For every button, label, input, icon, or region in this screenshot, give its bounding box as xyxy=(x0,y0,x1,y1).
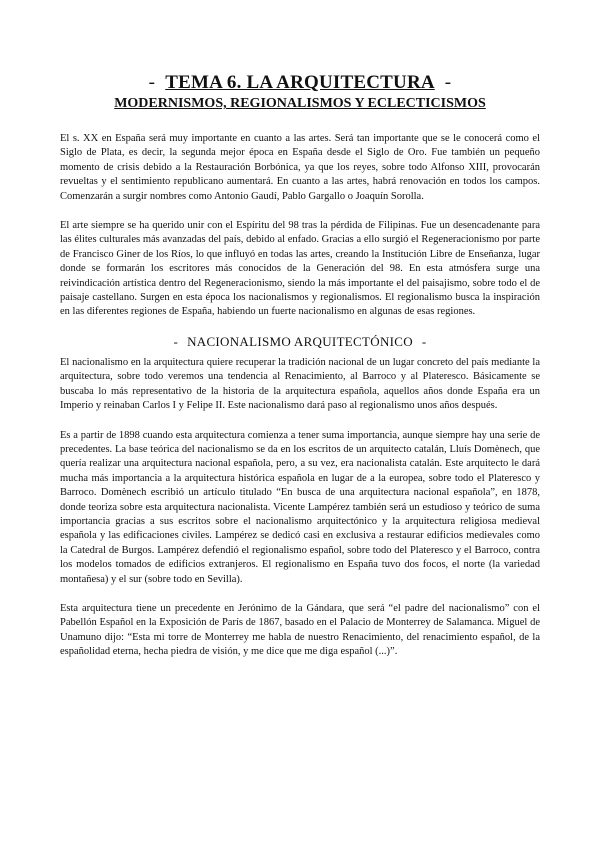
document-subtitle: MODERNISMOS, REGIONALISMOS Y ECLECTICISMOS xyxy=(114,96,486,111)
title-text: TEMA 6. LA ARQUITECTURA xyxy=(165,72,435,93)
document-title xyxy=(0,72,600,94)
intro-paragraph-1: El s. XX en España será muy importante en cuanto a las artes. Será tan importante que se le conocerá como el Siglo de Plata, es decir, la segunda mejor época en España desde el Siglo de Oro. Fue también un pequeño momento de crisis debido a la Restauración Borbónica, ya que los reyes, sobre todo Alfonso XIII, provocarán revueltas y el sentimiento republicano aumentará. En cuanto a las artes, habrá renovación en todos los campos. Comenzarán a surgir nombres como Antonio Gaudí, Pablo Gargallo o Joaquín Sorolla. xyxy=(60,133,540,202)
section-paragraph-2: Es a partir de 1898 cuando esta arquitectura comienza a tener suma importancia, aunque siempre hay una serie de precedentes. La base teórica del nacionalismo se da en los escritos de un arquitecto catalán, Lluís Domènech, que quería realizar una arquitectura nacional española, pero, a su vez, era nacionalista catalán. Este arquitecto le dará mucha más importancia a la arquitectura histórica española en lugar de a la europea, sobre todo el Plateresco y Barroco. Domènech escribió un artículo titulado “En busca de una arquitectura nacional española”, en 1878, donde teoriza sobre esta arquitectura nacionalista. Vicente Lampérez también será un estudioso y teórico de suma importancia gracias a sus escritos sobre el nacionalismo arquitectónico y la arquitectura religiosa medieval española y las edificaciones civiles. Lampérez se dedicó casi en exclusiva a restaurar edificios medievales como la Catedral de Burgos. Lampérez defendió el regionalismo español, sobre todo del Plateresco y el Barroco, contra los modelos tomados de edificios extranjeros. El regionalismo en España tuvo dos focos, el norte (la variedad montañesa) y el sur (sobre todo en Sevilla). xyxy=(60,429,540,585)
document-body xyxy=(60,132,540,675)
title-dash-left: - xyxy=(148,72,156,93)
section-paragraph-1: El nacionalismo en la arquitectura quiere recuperar la tradición nacional de un lugar concreto del país mediante la arquitectura, sobre todo veremos una tendencia al Renacimiento, al Barroco y al Plateresco. Básicamente se buscaba lo más representativo de la historia de la arquitectura española, aquellos años donde España era un Imperio y reinaban Carlos I y Felipe II. Este nacionalismo dará paso al regionalismo unos años después. xyxy=(60,356,540,412)
intro-paragraph-2: El arte siempre se ha querido unir con el Espíritu del 98 tras la pérdida de Filipinas. Fue un desencadenante para las élites culturales más avanzadas del país, debido al enfado. Gracias a ello surgió el Regeneracionismo por parte de Francisco Giner de los Ríos, lo que influyó en todas las artes, creando la Institución Libre de Enseñanza, lugar donde se formarán los escritores más conocidos de la Generación del 98. En esta atmósfera surge una reivindicación artística dentro del Regeneracionismo, siendo la más importante el del paisajismo, sobre todo el de paisaje castellano. Surgen en esta época los nacionalismos y regionalismos. El regionalismo busca la inspiración en las diferentes regiones de España, habiendo un fuerte nacionalismo en algunas de esas regiones. xyxy=(60,220,540,318)
title-dash-right: - xyxy=(444,72,452,93)
section-dash-right: - xyxy=(421,333,427,349)
section-heading-text: NACIONALISMO ARQUITECTÓNICO xyxy=(187,333,413,349)
section-dash-left: - xyxy=(173,333,179,349)
section-paragraph-3: Esta arquitectura tiene un precedente en Jerónimo de la Gándara, que será “el padre del nacionalismo” con el Pabellón Español en la Exposición de París de 1867, basado en el Palacio de Monterrey de Salamanca. Miguel de Unamuno dijo: “Esta mi torre de Monterrey me habla de nuestro Renacimiento, del renacimiento español, de la españolidad eterna, hecha piedra de visión, y me dice que me diga español (...)”. xyxy=(60,602,540,658)
section-heading xyxy=(60,334,540,350)
